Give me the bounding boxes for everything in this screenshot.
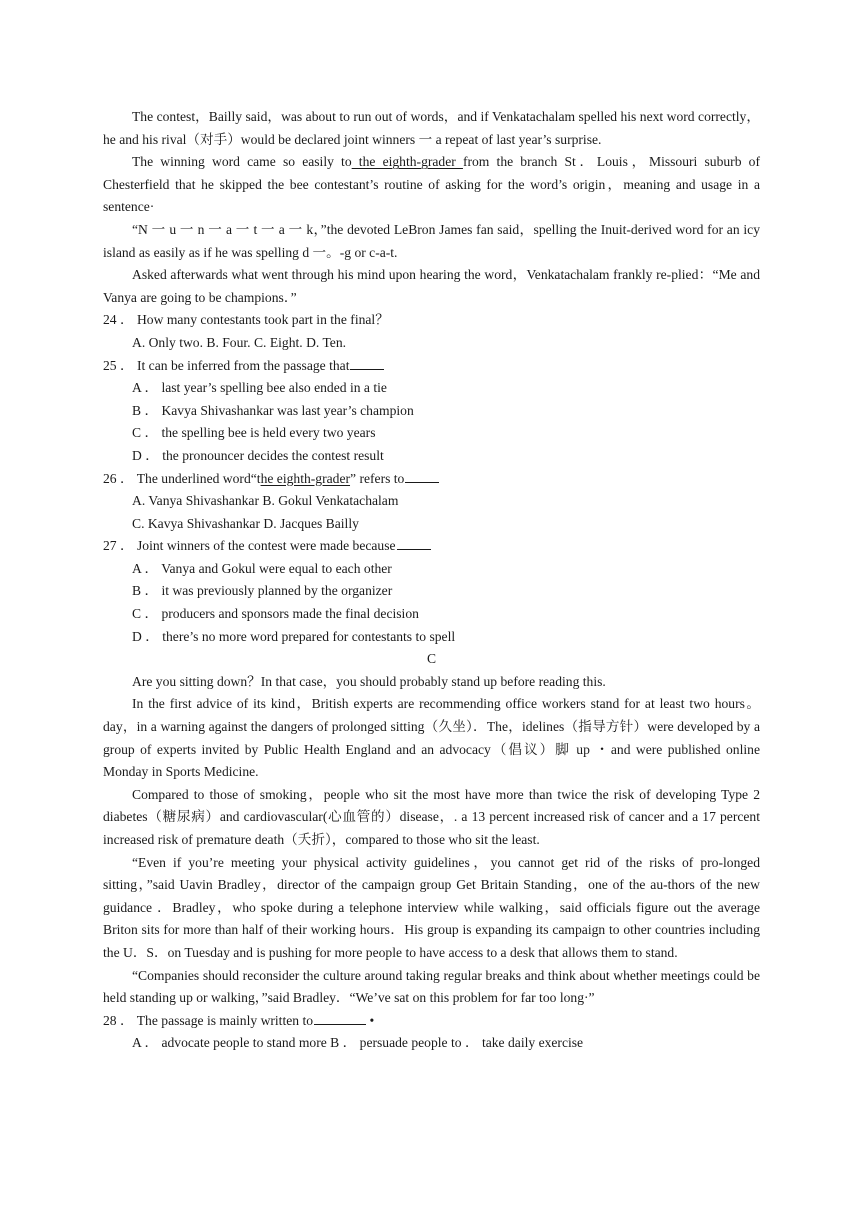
question-25-option-c: C ． the spelling bee is held every two years [132,425,376,441]
question-26-options-line-1: A. Vanya Shivashankar B. Gokul Venkatachalam [132,493,399,509]
answer-blank [397,536,431,550]
question-24-stem: 24 ． How many contestants took part in the final？ [103,312,389,328]
question-27-option-c: C ． producers and sponsors made the final decision [132,606,419,622]
question-25-option-b: B ． Kavya Shivashankar was last year’s champion [132,402,414,418]
paragraph-text: from the branch St．Louis，Missouri suburb of Chesterfield that he skipped the bee contestant’s routine of asking for the word’s origin，meaning and usage in a sentence· [103,154,760,215]
passage-c-paragraph-2: In the first advice of its kind，British experts are recommending office workers stand for at least two hours。day，in a warning against the dangers of prolonged sitting（久坐）．The，idelines（指导方针）were developed by a group of experts invited by Public Health England and an advocacy（倡议）脚 up ・and were published online Monday in Sports Medicine. [103,696,760,780]
question-25-option-d: D ． the pronouncer decides the contest result [132,447,384,463]
passage-c-paragraph-1: Are you sitting down？In that case，you should probably stand up before reading this. [132,673,606,689]
passage-c-paragraph-4: “Even if you’re meeting your physical activity guidelines，you cannot get rid of the risks of pro-longed sitting，”said Uavin Bradley，director of the campaign group Get Britain Standing，one of the au-thors of the new guidance ．Bradley，who spoke during a telephone interview while walking，said officials figure out the average Briton sits for more than half of their working hours．His group is expanding its campaign to other countries including the U．S．on Tuesday and is pushing for more people to have access to a desk that allows them to stand. [103,854,760,960]
question-24-options: A. Only two. B. Four. C. Eight. D. Ten. [132,334,347,350]
paragraph-text: The winning word came so easily to [132,154,352,170]
answer-blank [405,469,439,483]
question-27-option-b: B ． it was previously planned by the organizer [132,583,393,599]
question-25-stem [103,355,760,378]
question-28-stem [103,1010,760,1033]
question-28-options: A ． advocate people to stand more B ． persuade people to ． take daily exercise [132,1035,584,1051]
question-27-stem [103,535,760,558]
question-text: 25 ． It can be inferred from the passage that [103,357,350,373]
question-text: 27 ． Joint winners of the contest were made because [103,538,396,554]
answer-blank [350,356,384,370]
passage-c-paragraph-5: “Companies should reconsider the culture around taking regular breaks and think about whether meetings could be held standing up or walking，”said Bradley．“We’ve sat on this problem for far too long·” [103,967,760,1006]
question-27-option-d: D ． there’s no more word prepared for contestants to spell [132,628,456,644]
question-26-stem [103,468,760,491]
question-text: • [366,1012,375,1028]
passage-b-paragraph-3: “N 一 u 一 n 一 a 一 t 一 a 一 k，”the devoted LeBron James fan said，spelling the Inuit-derived word for an icy island as easily as if he was spelling d 一。-g or c-a-t. [103,221,760,260]
question-text: 28 ． The passage is mainly written to [103,1012,314,1028]
passage-b-paragraph-1: The contest，Bailly said，was about to run out of words，and if Venkatachalam spelled his next word correctly，he and his rival（对手）would be declared joint winners 一 a repeat of last year’s surprise. [103,109,760,147]
answer-blank [314,1011,366,1025]
passage-b-paragraph-2 [103,151,760,219]
question-27-option-a: A ． Vanya and Gokul were equal to each other [132,560,392,576]
underlined-phrase: he eighth-grader [260,470,351,486]
passage-c-paragraph-3: Compared to those of smoking，people who sit the most have more than twice the risk of developing Type 2 diabetes（糖尿病）and cardiovascular(心血管的）disease，. a 13 percent increased risk of cancer and a 17 percent increased risk of premature death（夭折），compared to those who sit the least. [103,786,760,847]
question-26-options-line-2: C. Kavya Shivashankar D. Jacques Bailly [132,515,359,531]
question-25-option-a: A ． last year’s spelling bee also ended in a tie [132,380,387,396]
section-c-heading: C [426,651,437,667]
passage-b-paragraph-4: Asked afterwards what went through his mind upon hearing the word，Venkatachalam frankly re-plied：“Me and Vanya are going to be champions．” [103,267,760,305]
question-text: ” refers to [350,470,405,486]
question-text: 26 ． The underlined word“t [103,470,261,486]
underlined-phrase: the eighth-grader [351,154,463,170]
